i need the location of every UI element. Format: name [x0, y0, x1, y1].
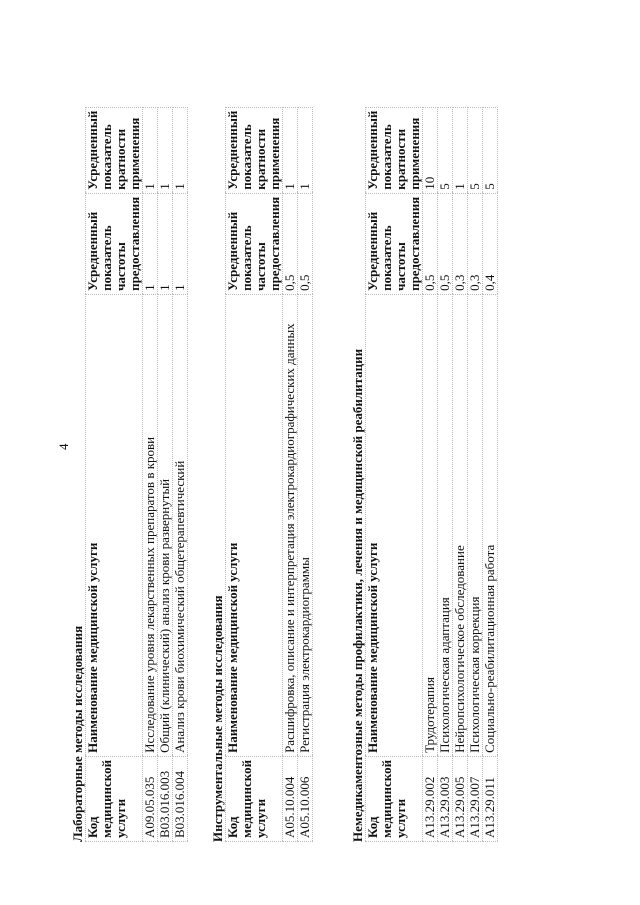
table-row [453, 107, 468, 841]
service-code: A13.29.011 [483, 756, 498, 841]
header-code: Код медицинской услуги [366, 756, 423, 841]
frequency-value: 1 [143, 193, 158, 294]
rotated-page-content [56, 52, 544, 842]
table-header-row [366, 107, 423, 841]
service-name: Психологическая адаптация [438, 294, 453, 756]
service-name: Трудотерапия [423, 294, 438, 756]
multiplicity-value: 5 [483, 107, 498, 193]
table-row [483, 107, 498, 841]
header-name: Наименование медицинской услуги [86, 294, 143, 756]
multiplicity-value: 1 [283, 107, 298, 193]
header-multiplicity: Усредненный показатель кратности применения [86, 107, 143, 193]
table-header-row [86, 107, 143, 841]
table-row [298, 107, 313, 841]
table-row [468, 107, 483, 841]
section-title: Инструментальные методы исследования [210, 595, 225, 842]
table-header-row [226, 107, 283, 841]
service-code: B03.016.003 [158, 756, 173, 841]
header-multiplicity: Усредненный показатель кратности применения [366, 107, 423, 193]
multiplicity-value: 1 [143, 107, 158, 193]
services-table [365, 107, 498, 842]
table-row [173, 107, 188, 841]
frequency-value: 0,5 [423, 193, 438, 294]
section-non-drug-methods [351, 52, 498, 842]
section-laboratory [71, 52, 188, 842]
page-number: 4 [56, 443, 71, 450]
service-name: Психологическая коррекция [468, 294, 483, 756]
service-name: Анализ крови биохимический общетерапевтический [173, 294, 188, 756]
header-name: Наименование медицинской услуги [366, 294, 423, 756]
header-frequency: Усредненный показатель частоты предоставления [226, 193, 283, 294]
service-name: Нейропсихологическое обследование [453, 294, 468, 756]
service-code: A09.05.035 [143, 756, 158, 841]
service-name: Регистрация электрокардиограммы [298, 294, 313, 756]
multiplicity-value: 5 [468, 107, 483, 193]
service-code: A13.29.005 [453, 756, 468, 841]
multiplicity-value: 10 [423, 107, 438, 193]
services-table [85, 107, 188, 842]
service-code: A13.29.007 [468, 756, 483, 841]
table-row [158, 107, 173, 841]
service-code: A13.29.003 [438, 756, 453, 841]
service-code: B03.016.004 [173, 756, 188, 841]
frequency-value: 0,3 [453, 193, 468, 294]
section-title: Немедикаментозные методы профилактики, лечения и медицинской реабилитации [350, 348, 365, 842]
multiplicity-value: 5 [438, 107, 453, 193]
header-code: Код медицинской услуги [86, 756, 143, 841]
header-multiplicity: Усредненный показатель кратности применения [226, 107, 283, 193]
header-code: Код медицинской услуги [226, 756, 283, 841]
table-row [283, 107, 298, 841]
frequency-value: 1 [173, 193, 188, 294]
frequency-value: 0,5 [438, 193, 453, 294]
service-name: Расшифровка, описание и интерпретация электрокардиографических данных [283, 294, 298, 756]
multiplicity-value: 1 [173, 107, 188, 193]
table-row [423, 107, 438, 841]
service-code: A05.10.004 [283, 756, 298, 841]
multiplicity-value: 1 [453, 107, 468, 193]
service-name: Общий (клинический) анализ крови развернутый [158, 294, 173, 756]
services-table [225, 107, 313, 842]
section-instrumental [211, 52, 313, 842]
table-row [143, 107, 158, 841]
header-name: Наименование медицинской услуги [226, 294, 283, 756]
multiplicity-value: 1 [298, 107, 313, 193]
service-name: Социально-реабилитационная работа [483, 294, 498, 756]
service-code: A05.10.006 [298, 756, 313, 841]
service-code: A13.29.002 [423, 756, 438, 841]
section-title: Лабораторные методы исследования [70, 625, 85, 842]
header-frequency: Усредненный показатель частоты предоставления [86, 193, 143, 294]
header-frequency: Усредненный показатель частоты предоставления [366, 193, 423, 294]
table-row [438, 107, 453, 841]
service-name: Исследование уровня лекарственных препаратов в крови [143, 294, 158, 756]
frequency-value: 0,4 [483, 193, 498, 294]
frequency-value: 0,5 [298, 193, 313, 294]
frequency-value: 1 [158, 193, 173, 294]
multiplicity-value: 1 [158, 107, 173, 193]
frequency-value: 0,5 [283, 193, 298, 294]
frequency-value: 0,3 [468, 193, 483, 294]
